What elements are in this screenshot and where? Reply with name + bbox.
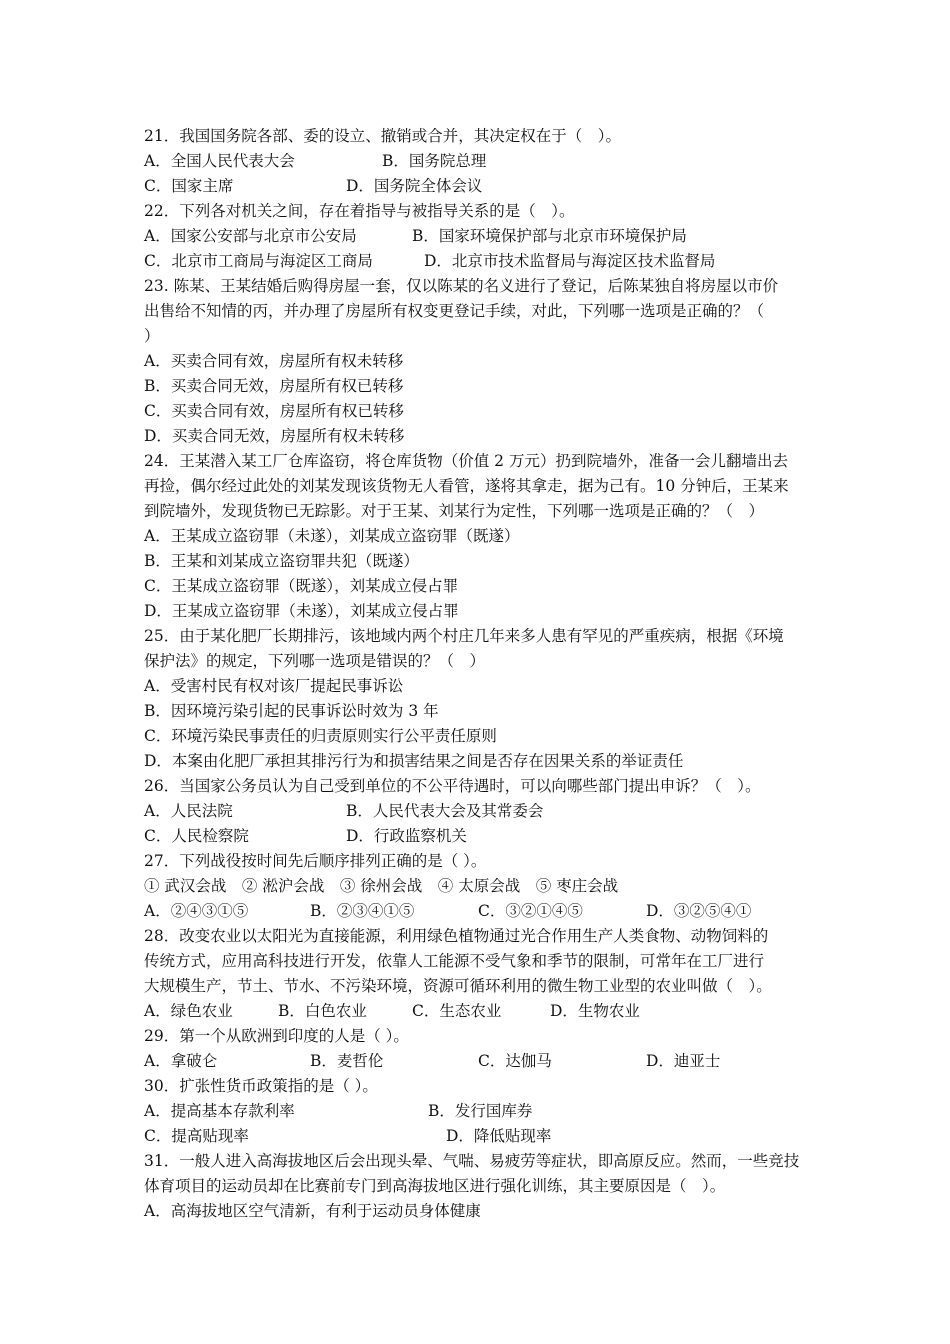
option-c: C．北京市工商局与海淀区工商局 (144, 252, 373, 270)
question-stem-line: ① 武汉会战 ② 淞沪会战 ③ 徐州会战 ④ 太原会战 ⑤ 枣庄会战 (144, 877, 619, 895)
option-a: A．王某成立盗窃罪（未遂），刘某成立盗窃罪（既遂） (144, 527, 520, 545)
option-c: C．王某成立盗窃罪（既遂），刘某成立侵占罪 (144, 577, 459, 595)
question-stem-line: 传统方式，应用高科技进行开发，依靠人工能源不受气象和季节的限制，可常年在工厂进行 (144, 952, 765, 970)
question-stem: 30．扩张性货币政策指的是（ ）。 (144, 1077, 378, 1095)
option-c: C．达伽马 (478, 1052, 552, 1070)
option-d: D．迪亚士 (646, 1052, 721, 1070)
question-stem: 22．下列各对机关之间，存在着指导与被指导关系的是（ ）。 (144, 202, 575, 220)
option-a: A．人民法院 (144, 802, 233, 820)
question-stem-line: 大规模生产，节土、节水、不污染环境，资源可循环利用的微生物工业型的农业叫做（ ）。 (144, 977, 772, 995)
option-b: B．王某和刘某成立盗窃罪共犯（既遂） (144, 552, 419, 570)
question-stem-line: 27．下列战役按时间先后顺序排列正确的是（ ）。 (144, 852, 487, 870)
option-d: D．北京市技术监督局与海淀区技术监督局 (424, 252, 716, 270)
option-d: D．降低贴现率 (446, 1127, 552, 1145)
option-d: D．本案由化肥厂承担其排污行为和损害结果之间是否存在因果关系的举证责任 (144, 752, 684, 770)
option-a: A．绿色农业 (144, 1002, 233, 1020)
question-stem: 29．第一个从欧洲到印度的人是（ ）。 (144, 1027, 409, 1045)
question-stem-line: 体育项目的运动员却在比赛前专门到高海拔地区进行强化训练，其主要原因是（ ）。 (144, 1177, 726, 1195)
option-a: A．高海拔地区空气清新，有利于运动员身体健康 (144, 1202, 481, 1220)
option-d: D．生物农业 (550, 1002, 640, 1020)
option-a: A．受害村民有权对该厂提起民事诉讼 (144, 677, 404, 695)
question-stem: 26．当国家公务员认为自己受到单位的不公平待遇时，可以向哪些部门提出申诉？（ ）。 (144, 777, 761, 795)
option-c: C．生态农业 (412, 1002, 502, 1020)
option-a: A．拿破仑 (144, 1052, 218, 1070)
option-b: B．人民代表大会及其常委会 (346, 802, 544, 820)
question-stem-line: 31．一般人进入高海拔地区后会出现头晕、气喘、易疲劳等症状，即高原反应。然而，一些竞技 (144, 1152, 800, 1170)
option-a: A．买卖合同有效，房屋所有权未转移 (144, 352, 404, 370)
option-b: B．国务院总理 (382, 152, 487, 170)
question-stem-line: 再捡，偶尔经过此处的刘某发现该货物无人看管，遂将其拿走，据为己有。10 分钟后，王某来 (144, 477, 789, 495)
option-c: C．人民检察院 (144, 827, 249, 845)
option-c: C．③②①④⑤ (478, 902, 583, 920)
option-a: A．全国人民代表大会 (144, 152, 295, 170)
option-a: A．国家公安部与北京市公安局 (144, 227, 357, 245)
option-c: C．环境污染民事责任的归责原则实行公平责任原则 (144, 727, 497, 745)
option-a: A．提高基本存款利率 (144, 1102, 295, 1120)
option-b: B．因环境污染引起的民事诉讼时效为 3 年 (144, 702, 439, 720)
question-stem-line: 25．由于某化肥厂长期排污，该地域内两个村庄几年来多人患有罕见的严重疾病，根据《环境 (144, 627, 784, 645)
option-c: C．提高贴现率 (144, 1127, 249, 1145)
question-stem-line: 23. 陈某、王某结婚后购得房屋一套，仅以陈某的名义进行了登记，后陈某独自将房屋以市价 (144, 277, 779, 295)
question-stem-line: 28．改变农业以太阳光为直接能源，利用绿色植物通过光合作用生产人类食物、动物饲料的 (144, 927, 769, 945)
question-stem-line: 到院墙外，发现货物已无踪影。对于王某、刘某行为定性，下列哪一选项是正确的？（ ） (144, 502, 765, 520)
question-stem: 21．我国国务院各部、委的设立、撤销或合并，其决定权在于（ ）。 (144, 127, 621, 145)
question-stem-line: 24．王某潜入某工厂仓库盗窃，将仓库货物（价值 2 万元）扔到院墙外，准备一会儿翻墙出去 (144, 452, 788, 470)
option-d: D．买卖合同无效，房屋所有权未转移 (144, 427, 405, 445)
option-d: D．国务院全体会议 (346, 177, 483, 195)
option-d: D．③②⑤④① (646, 902, 752, 920)
option-b: B．发行国库券 (428, 1102, 533, 1120)
option-b: B．国家环境保护部与北京市环境保护局 (412, 227, 687, 245)
question-stem-line: 保护法》的规定，下列哪一选项是错误的？（ ） (144, 652, 486, 670)
option-b: B．麦哲伦 (310, 1052, 384, 1070)
option-b: B．买卖合同无效，房屋所有权已转移 (144, 377, 404, 395)
option-b: B．白色农业 (278, 1002, 367, 1020)
option-c: C．买卖合同有效，房屋所有权已转移 (144, 402, 404, 420)
option-d: D．王某成立盗窃罪（未遂），刘某成立侵占罪 (144, 602, 459, 620)
question-stem-line: 出售给不知情的丙，并办理了房屋所有权变更登记手续，对此，下列哪一选项是正确的？（ (144, 302, 765, 320)
option-a: A．②④③①⑤ (144, 902, 249, 920)
option-d: D．行政监察机关 (346, 827, 467, 845)
question-stem-line: ） (144, 327, 160, 345)
option-c: C．国家主席 (144, 177, 234, 195)
option-b: B．②③④①⑤ (310, 902, 415, 920)
